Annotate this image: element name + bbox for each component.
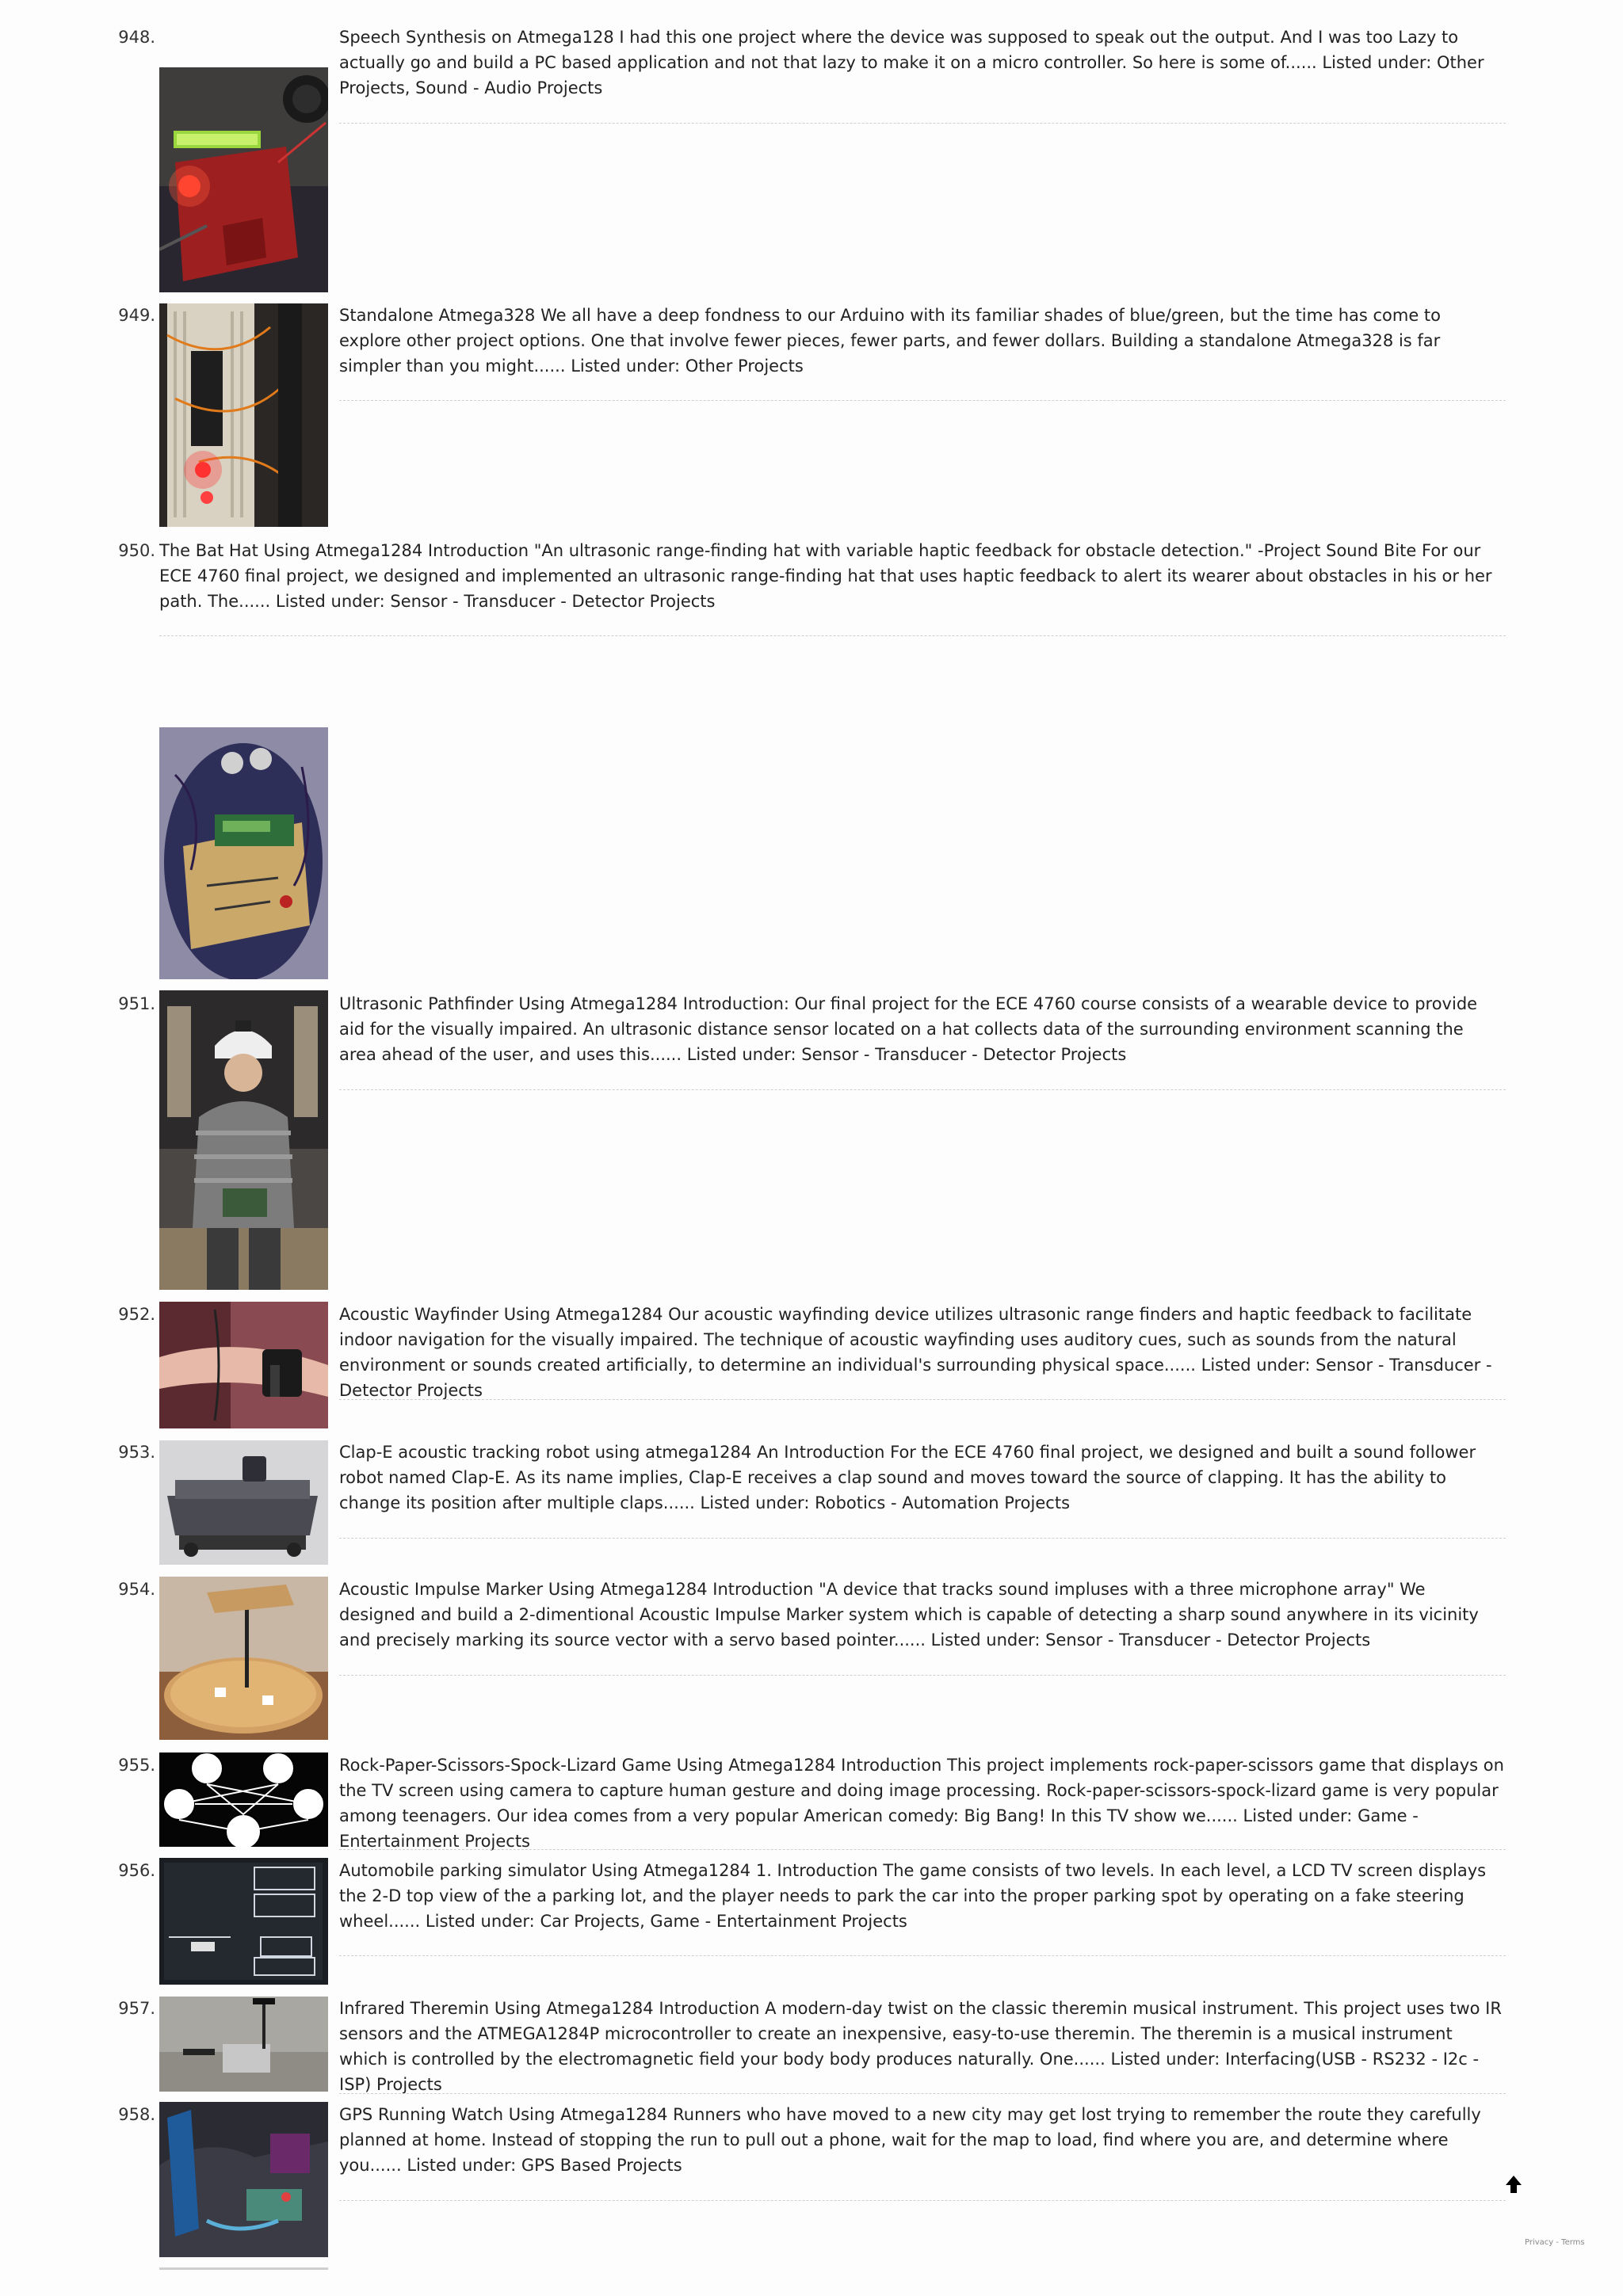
thumbnail-image[interactable] [159,67,328,292]
listed-under-label: Listed under: [930,1630,1041,1650]
item-excerpt: Introduction "An ultrasonic range-finding hat with variable haptic feedback for obstacle detection." -Project Sound Bite For our ECE 4760 final project, we designed and implemented an ultrasonic range-finding hat that uses haptic feedback to alert its wearer about obstacles in his or her path. The...... [159,541,1492,611]
theremin-box-photo [159,1997,328,2092]
item-excerpt: Introduction A modern-day twist on the classic theremin musical instrument. This project uses two IR sensors and the ATMEGA1284P microcontroller to create an inexpensive, easy-to-use theremin. The theremin is a musical instrument which is controlled by the electromagnetic field your body body produces naturally. One...... [339,1999,1502,2069]
item-category-link[interactable]: Other Projects, Sound - Audio Projects [339,53,1484,97]
recaptcha-links[interactable]: Privacy - Terms [1525,2238,1585,2247]
listed-under-label: Listed under: [1243,1806,1353,1825]
thumbnail-image[interactable] [159,990,328,1290]
item-category-link[interactable]: Sensor - Transducer - Detector Projects [339,1356,1492,1400]
item-category-link[interactable]: Other Projects [685,357,804,376]
scroll-to-top-button[interactable] [1504,2174,1523,2195]
item-divider [339,123,1506,124]
item-description [339,2102,1506,2178]
item-number: 952. [118,1305,155,1324]
wrist-gps-device-photo [159,2102,328,2257]
item-divider [339,400,1506,401]
listed-under-label: Listed under: [571,357,681,376]
item-number: 957. [118,1999,155,2018]
item-number: 948. [118,28,155,47]
item-title-link[interactable]: The Bat Hat Using Atmega1284 [159,541,423,560]
item-number: 953. [118,1443,155,1462]
breadboard-led-photo [159,303,328,527]
listed-under-label: Listed under: [1201,1356,1311,1375]
item-title-link[interactable]: Acoustic Wayfinder Using Atmega1284 [339,1305,663,1324]
item-excerpt: Runners who have moved to a new city may get lost trying to remember the route they carefully planned at home. Instead of stopping the run to pull out a phone, wait for the map to load, find where you are, and determine where you...... [339,2105,1481,2175]
item-excerpt: We all have a deep fondness to our Arduino with its familiar shades of blue/green, but the time has come to explore other project options. One that involve fewer pieces, fewer parts, and fewer dollars. Building a standalone Atmega328 is far simpler than you might...... [339,306,1442,376]
item-number: 950. [118,541,155,560]
item-description [339,1753,1506,1854]
item-divider [339,1399,1506,1400]
item-title-link[interactable]: Automobile parking simulator Using Atmega1284 [339,1861,751,1880]
item-description [339,991,1506,1067]
item-title-link[interactable]: Standalone Atmega328 [339,306,536,325]
item-number: 954. [118,1580,155,1599]
item-number: 958. [118,2105,155,2124]
item-excerpt: 1. Introduction The game consists of two levels. In each level, a LCD TV screen displays the 2-D top view of the a parking lot, and the player needs to park the car into the proper parking spot by operating on a fake steering wheel...... [339,1861,1487,1931]
thumbnail-image[interactable] [159,1577,328,1740]
listed-under-label: Listed under: [425,1912,535,1931]
item-description [339,25,1506,101]
item-excerpt: Introduction: Our final project for the ECE 4760 course consists of a wearable device to provide aid for the visually impaired. An ultrasonic distance sensor located on a hat collects data of the surrounding environment scanning the area ahead of the user, and uses this...... [339,994,1478,1064]
parking-screen-photo [159,1858,328,1985]
item-description [159,538,1506,614]
listed-under-label: Listed under: [407,2156,517,2175]
item-category-link[interactable]: Sensor - Transducer - Detector Projects [801,1045,1127,1064]
thumbnail-image[interactable] [159,303,328,527]
wrist-device-photo [159,1302,328,1428]
item-excerpt: Our acoustic wayfinding device utilizes ultrasonic range finders and haptic feedback to facilitate indoor navigation for the visually impaired. The technique of acoustic wayfinding uses auditory cues, such as sounds from the natural environment or sounds created artificially, to determine an individual's surrounding physical space...... [339,1305,1472,1375]
item-title-link[interactable]: Acoustic Impulse Marker Using Atmega1284 [339,1580,708,1599]
listed-under-label: Listed under: [1110,2050,1220,2069]
item-divider [339,1849,1506,1850]
item-category-link[interactable]: Sensor - Transducer - Detector Projects [1045,1630,1371,1650]
thumbnail-image[interactable] [159,1440,328,1565]
item-divider [339,1089,1506,1090]
item-title-link[interactable]: Clap-E acoustic tracking robot using atmega1284 [339,1443,752,1462]
item-description [339,1302,1506,1403]
item-category-link[interactable]: Robotics - Automation Projects [815,1493,1071,1512]
listed-under-label: Listed under: [1322,53,1432,72]
item-title-link[interactable]: Speech Synthesis on Atmega128 [339,28,614,47]
listed-under-label: Listed under: [686,1045,796,1064]
lcd-speaker-board-photo [159,67,328,292]
item-category-link[interactable]: Car Projects, Game - Entertainment Projects [540,1912,907,1931]
hand-gesture-diagram [159,1753,328,1847]
thumbnail-image[interactable] [159,2102,328,2257]
item-description [339,1996,1506,2097]
item-divider [339,1538,1506,1539]
item-divider [339,1675,1506,1676]
item-category-link[interactable]: GPS Based Projects [521,2156,682,2175]
item-title-link[interactable]: GPS Running Watch Using Atmega1284 [339,2105,668,2124]
person-with-hat-photo [159,990,328,1290]
item-number: 956. [118,1861,155,1880]
item-number: 949. [118,306,155,325]
thumbnail-image[interactable] [159,1302,328,1428]
thumbnail-image[interactable] [159,1753,328,1847]
thumbnail-image[interactable] [159,1997,328,2092]
item-category-link[interactable]: Sensor - Transducer - Detector Projects [390,592,716,611]
item-divider [339,1955,1506,1956]
item-title-link[interactable]: Ultrasonic Pathfinder Using Atmega1284 [339,994,678,1013]
item-divider [339,2093,1506,2094]
item-category-link[interactable]: Interfacing(USB - RS232 - I2c -ISP) Projects [339,2050,1480,2094]
item-title-link[interactable]: Rock-Paper-Scissors-Spock-Lizard Game Using Atmega1284 [339,1756,836,1775]
next-item-edge [159,2267,328,2270]
item-category-link[interactable]: Game - Entertainment Projects [339,1806,1419,1851]
wooden-platform-photo [159,1577,328,1740]
robot-box-photo [159,1440,328,1565]
ultrasonic-hat-board-photo [159,727,328,979]
item-description [339,303,1506,379]
item-divider [159,635,1506,636]
thumbnail-image[interactable] [159,1858,328,1985]
item-description [339,1577,1506,1653]
listed-under-label: Listed under: [700,1493,810,1512]
item-excerpt: Introduction This project implements rock-paper-scissors game that displays on the TV screen using camera to capture human gesture and doing image processing. Rock-paper-scissors-spock-lizard game is very popular among teenagers. Our idea comes from a very popular American comedy: Big Bang! In this TV show we...... [339,1756,1504,1825]
listed-under-label: Listed under: [275,592,385,611]
arrow-up-icon [1504,2174,1523,2195]
item-description [339,1858,1506,1934]
thumbnail-image[interactable] [159,727,328,979]
item-excerpt: An Introduction For the ECE 4760 final project, we designed and built a sound follower robot named Clap-E. As its name implies, Clap-E receives a clap sound and moves toward the source of clapping. It has the ability to change its position after multiple claps...... [339,1443,1476,1512]
item-divider [339,2200,1506,2201]
item-number: 955. [118,1756,155,1775]
item-title-link[interactable]: Infrared Theremin Using Atmega1284 [339,1999,654,2018]
item-number: 951. [118,994,155,1013]
item-description [339,1440,1506,1516]
item-excerpt: Introduction "A device that tracks sound impluses with a three microphone array" We designed and build a 2-dimentional Acoustic Impulse Marker system which is capable of detecting a sharp sound anywhere in its vicinity and precisely marking its source vector with a servo based pointer...... [339,1580,1479,1650]
item-excerpt: I had this one project where the device was supposed to speak out the output. And I was too Lazy to actually go and build a PC based application and not that lazy to make it on a micro controller. So here is some of...... [339,28,1459,72]
